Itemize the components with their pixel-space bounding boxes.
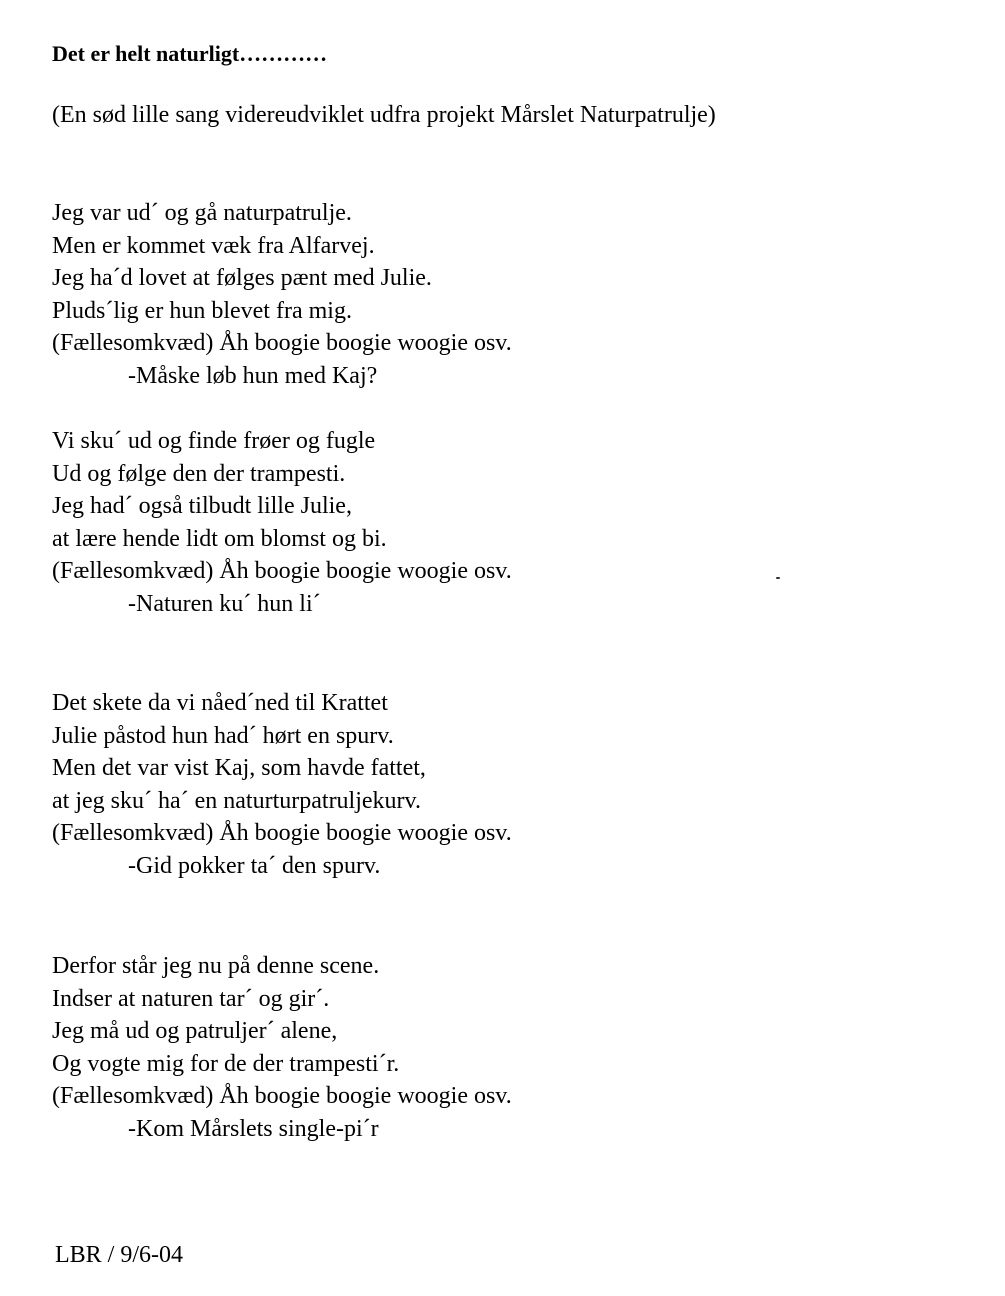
verse-line: Derfor står jeg nu på denne scene. [52, 953, 380, 979]
closing-line: -Måske løb hun med Kaj? [128, 362, 378, 389]
verse-line: Og vogte mig for de der trampesti´r. [52, 1050, 400, 1077]
verse-1 [52, 197, 512, 393]
verse-line: Pluds´lig er hun blevet fra mig. [52, 297, 352, 324]
verse-2 [52, 425, 512, 621]
verse-line: Jeg had´ også tilbudt lille Julie, [52, 493, 352, 520]
verse-line: Men det var vist Kaj, som havde fattet, [52, 755, 426, 782]
song-subtitle: (En sød lille sang videreudviklet udfra projekt Mårslet Naturpatrulje) [52, 102, 716, 128]
verse-line: at jeg sku´ ha´ en naturturpatruljekurv. [52, 787, 421, 814]
verse-line: Jeg var ud´ og gå naturpatrulje. [52, 200, 352, 226]
verse-line: Indser at naturen tar´ og gir´. [52, 985, 330, 1012]
closing-line: -Gid pokker ta´ den spurv. [128, 852, 381, 879]
closing-line: -Kom Mårslets single-pi´r [128, 1115, 379, 1142]
refrain-line: (Fællesomkvæd) Åh boogie boogie woogie osv. [52, 1083, 512, 1110]
verse-line: Julie påstod hun had´ hørt en spurv. [52, 722, 394, 749]
refrain-line: (Fællesomkvæd) Åh boogie boogie woogie osv. [52, 820, 512, 847]
signature: LBR / 9/6-04 [55, 1242, 184, 1268]
verse-line: Jeg ha´d lovet at følges pænt med Julie. [52, 265, 432, 292]
verse-line: Men er kommet væk fra Alfarvej. [52, 232, 375, 259]
verse-line: Jeg må ud og patruljer´ alene, [52, 1018, 338, 1045]
closing-line: -Naturen ku´ hun li´ [128, 590, 321, 617]
verse-line: Det skete da vi nåed´ned til Krattet [52, 690, 388, 716]
verse-3 [52, 687, 512, 883]
refrain-line: (Fællesomkvæd) Åh boogie boogie woogie osv. [52, 558, 512, 585]
song-title: Det er helt naturligt………… [52, 41, 328, 66]
verse-line: Vi sku´ ud og finde frøer og fugle [52, 428, 376, 454]
verse-4 [52, 950, 512, 1146]
refrain-line: (Fællesomkvæd) Åh boogie boogie woogie osv. [52, 330, 512, 357]
verse-line: Ud og følge den der trampesti. [52, 460, 346, 487]
scan-speck [776, 577, 780, 579]
verse-line: at lære hende lidt om blomst og bi. [52, 525, 387, 552]
